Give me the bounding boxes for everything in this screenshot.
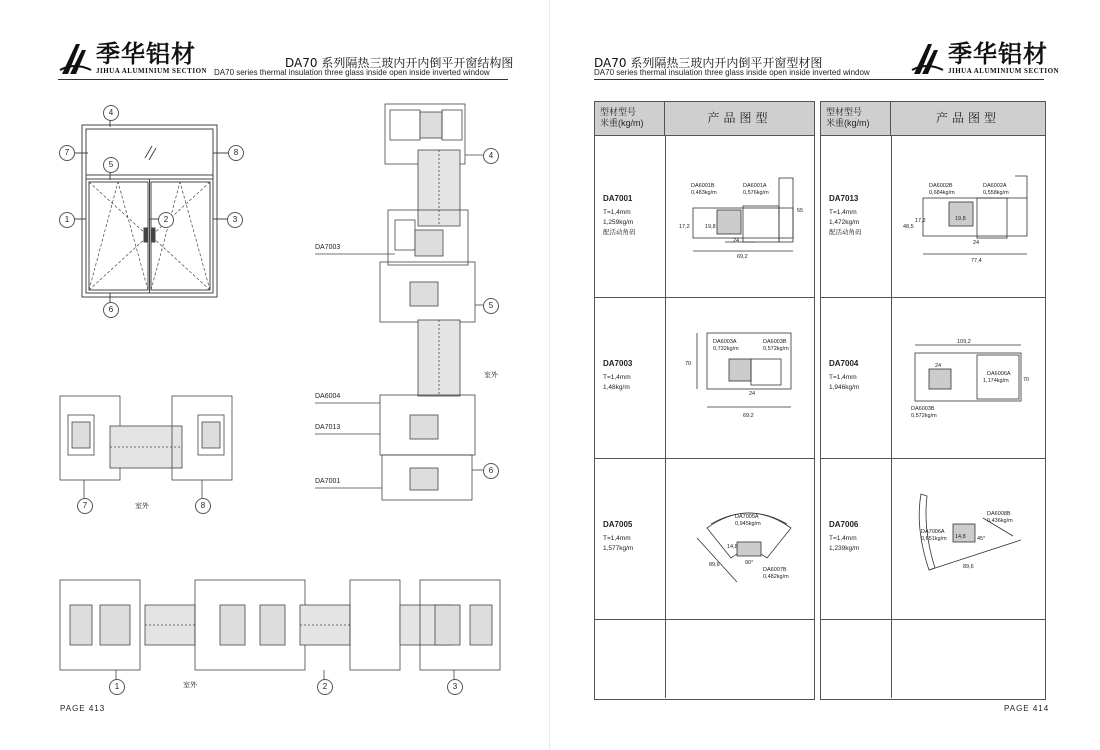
dim-label: 48,5 xyxy=(903,224,914,230)
right-title-cn: DA70 系列隔热三玻内开内倒平开窗型材图 xyxy=(594,56,823,70)
part-name: DA7005A xyxy=(735,514,759,520)
profile-weight: 1,472kg/m xyxy=(829,219,860,226)
marker-8-section: 8 xyxy=(195,498,211,514)
table-row xyxy=(821,297,1045,459)
dim-label: 24 xyxy=(749,391,756,397)
marker-8-elevation: 8 xyxy=(228,145,244,161)
part-name: DA6007B xyxy=(763,567,787,573)
header-image-label: 产品图型 xyxy=(935,111,1000,125)
table-header xyxy=(821,102,1045,136)
dim-label: 17,2 xyxy=(915,218,926,224)
marker-2-elevation: 2 xyxy=(158,212,174,228)
dim-label: 17,2 xyxy=(679,224,690,230)
marker-6-elevation: 6 xyxy=(103,302,119,318)
dim-label: 70 xyxy=(1023,377,1030,383)
marker-5-section: 5 xyxy=(483,298,499,314)
marker-3-elevation: 3 xyxy=(227,212,243,228)
profile-table-right xyxy=(820,101,1046,700)
part-name: DA7006A xyxy=(921,529,945,535)
dim-label: 70 xyxy=(685,361,692,367)
left-page-number: PAGE 413 xyxy=(60,704,106,713)
right-page-number: PAGE 414 xyxy=(1004,704,1050,713)
dim-label: 109,2 xyxy=(957,339,971,345)
part-weight: 0,483kg/m xyxy=(691,190,717,196)
profile-drawing-da7003 xyxy=(667,297,813,457)
label-da7003: DA7003 xyxy=(315,244,341,251)
dim-label: 14,8 xyxy=(727,544,738,550)
profile-code: DA7006 xyxy=(829,520,859,529)
profile-drawing-da7004 xyxy=(893,297,1043,457)
marker-1-elevation: 1 xyxy=(59,212,75,228)
marker-4-section: 4 xyxy=(483,148,499,164)
label-da7013: DA7013 xyxy=(315,424,341,431)
dim-label: 24 xyxy=(973,240,980,246)
profile-code: DA7005 xyxy=(603,520,633,529)
table-row xyxy=(821,458,1045,620)
profile-drawing-da7013 xyxy=(893,136,1043,296)
window-elevation xyxy=(71,118,228,302)
dim-label: 45° xyxy=(977,536,986,542)
profile-code: DA7013 xyxy=(829,194,859,203)
profile-drawing-da7006 xyxy=(893,458,1043,618)
profile-code: DA7004 xyxy=(829,359,859,368)
part-weight: 1,174kg/m xyxy=(983,378,1009,384)
dim-label: 24 xyxy=(733,238,740,244)
part-weight: 0,651kg/m xyxy=(921,536,947,542)
dim-label: 89,6 xyxy=(709,562,720,568)
marker-3-section: 3 xyxy=(447,679,463,695)
part-weight: 0,558kg/m xyxy=(983,190,1009,196)
profile-code: DA7001 xyxy=(603,194,633,203)
profile-thickness: T=1,4mm xyxy=(603,209,631,216)
table-row-empty xyxy=(821,619,1045,698)
header-code-label: 型材型号 xyxy=(826,107,863,117)
brand-logo-right xyxy=(910,40,1059,76)
part-name: DA6003B xyxy=(911,406,935,412)
profile-weight: 1,577kg/m xyxy=(603,545,634,552)
brand-name-cn: 季华铝材 xyxy=(96,40,196,68)
dim-label: 24 xyxy=(935,363,942,369)
dim-label: 90° xyxy=(745,560,754,566)
profile-drawing-da7005 xyxy=(667,458,813,618)
label-da6004: DA6004 xyxy=(315,393,341,400)
part-weight: 0,482kg/m xyxy=(763,574,789,580)
label-da7001: DA7001 xyxy=(315,478,341,485)
header-weight-label: 米重(kg/m) xyxy=(826,118,870,128)
table-row-empty xyxy=(595,619,814,698)
left-title-en: DA70 series thermal insulation three glass inside open inside inverted window xyxy=(214,68,490,77)
part-weight: 0,732kg/m xyxy=(713,346,739,352)
part-name: DA6008B xyxy=(987,511,1011,517)
marker-1-section: 1 xyxy=(109,679,125,695)
part-weight: 0,436kg/m xyxy=(987,518,1013,524)
header-image-label: 产品图型 xyxy=(707,111,772,125)
marker-7-section: 7 xyxy=(77,498,93,514)
dim-label: 69,2 xyxy=(743,413,754,419)
dim-label: 19,8 xyxy=(705,224,716,230)
profile-drawing-da7001 xyxy=(667,136,813,296)
brand-name-en: JIHUA ALUMINIUM SECTION xyxy=(96,67,208,75)
brand-mark-icon xyxy=(910,40,944,76)
marker-2-section: 2 xyxy=(317,679,333,695)
table-header xyxy=(595,102,814,136)
brand-name-en: JIHUA ALUMINIUM SECTION xyxy=(948,67,1060,75)
table-row xyxy=(821,136,1045,298)
vertical-section xyxy=(315,104,483,500)
profile-thickness: T=1,4mm xyxy=(829,374,857,381)
profile-weight: 1,48kg/m xyxy=(603,384,630,391)
profile-code: DA7003 xyxy=(603,359,633,368)
outdoor-label-123: 室外 xyxy=(183,682,197,689)
marker-4-elevation: 4 xyxy=(103,105,119,121)
part-weight: 0,945kg/m xyxy=(735,521,761,527)
part-name: DA6002B xyxy=(929,183,953,189)
table-row xyxy=(595,136,814,298)
profile-thickness: T=1,4mm xyxy=(603,535,631,542)
brand-name-cn: 季华铝材 xyxy=(948,40,1048,68)
dim-label: 55 xyxy=(797,208,804,214)
part-name: DA6002A xyxy=(983,183,1007,189)
marker-6-section: 6 xyxy=(483,463,499,479)
part-weight: 0,576kg/m xyxy=(743,190,769,196)
profile-thickness: T=1,4mm xyxy=(829,209,857,216)
profile-weight: 1,259kg/m xyxy=(603,219,634,226)
part-weight: 0,572kg/m xyxy=(911,413,937,419)
profile-note: 配活动角码 xyxy=(603,229,636,236)
profile-thickness: T=1,4mm xyxy=(829,535,857,542)
dim-label: 89,6 xyxy=(963,564,974,570)
dim-label: 19,8 xyxy=(955,216,966,222)
profile-table-left xyxy=(594,101,815,700)
part-name: DA6003B xyxy=(763,339,787,345)
table-row xyxy=(595,458,814,620)
section-7-8 xyxy=(60,396,232,498)
marker-5-elevation: 5 xyxy=(103,157,119,173)
section-1-2-3 xyxy=(60,580,500,680)
part-weight: 0,572kg/m xyxy=(763,346,789,352)
part-name: DA6006A xyxy=(987,371,1011,377)
marker-7-elevation: 7 xyxy=(59,145,75,161)
part-name: DA6001B xyxy=(691,183,715,189)
part-weight: 0,684kg/m xyxy=(929,190,955,196)
part-name: DA6003A xyxy=(713,339,737,345)
table-row xyxy=(595,297,814,459)
dim-label: 77,4 xyxy=(971,258,982,264)
profile-weight: 1,239kg/m xyxy=(829,545,860,552)
profile-weight: 1,946kg/m xyxy=(829,384,860,391)
dim-label: 14,8 xyxy=(955,534,966,540)
outdoor-label-78: 室外 xyxy=(135,503,149,510)
left-title-cn: DA70 系列隔热三玻内开内倒平开窗结构图 xyxy=(285,56,514,70)
outdoor-label-vertical: 室外 xyxy=(484,372,498,379)
profile-thickness: T=1,4mm xyxy=(603,374,631,381)
right-header-rule xyxy=(594,79,1044,80)
right-title-en: DA70 series thermal insulation three glass inside open inside inverted window xyxy=(594,68,870,77)
header-weight-label: 米重(kg/m) xyxy=(600,118,644,128)
dim-label: 69,2 xyxy=(737,254,748,260)
profile-note: 配活动角码 xyxy=(829,229,862,236)
header-code-label: 型材型号 xyxy=(600,107,637,117)
part-name: DA6001A xyxy=(743,183,767,189)
